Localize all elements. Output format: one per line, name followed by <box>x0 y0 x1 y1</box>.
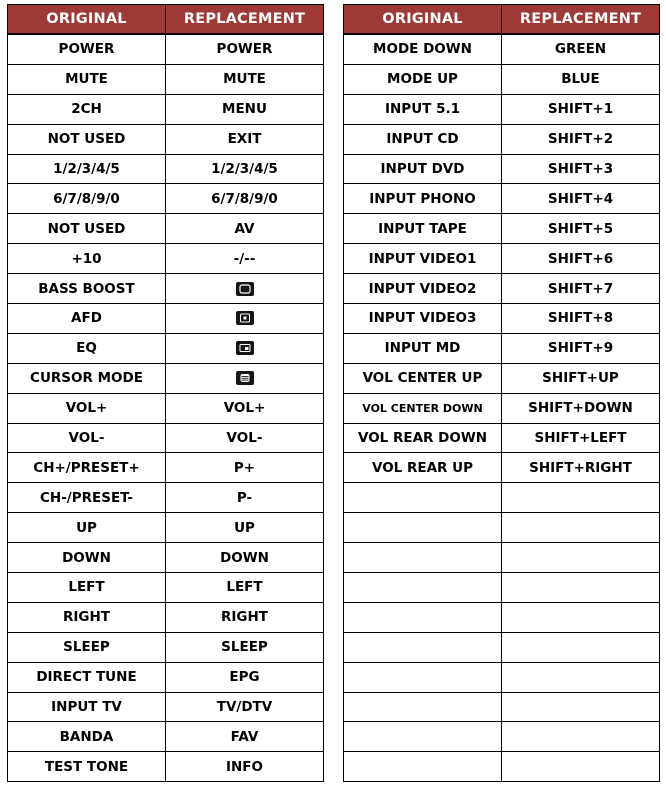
replacement-cell: FAV <box>166 722 324 752</box>
original-cell: RIGHT <box>8 602 166 632</box>
replacement-cell: SHIFT+6 <box>502 244 660 274</box>
table-row <box>8 692 324 722</box>
replacement-cell <box>502 573 660 603</box>
original-cell: SLEEP <box>8 632 166 662</box>
replacement-cell: SHIFT+5 <box>502 214 660 244</box>
replacement-cell <box>502 602 660 632</box>
replacement-cell: BLUE <box>502 64 660 94</box>
original-cell: LEFT <box>8 573 166 603</box>
header-original: ORIGINAL <box>8 5 166 35</box>
original-cell: VOL CENTER DOWN <box>344 393 502 423</box>
original-cell: VOL CENTER UP <box>344 363 502 393</box>
table-row <box>344 333 660 363</box>
replacement-cell: 6/7/8/9/0 <box>166 184 324 214</box>
original-cell: MODE DOWN <box>344 34 502 64</box>
table-row <box>344 64 660 94</box>
replacement-cell: SHIFT+8 <box>502 304 660 334</box>
table-row <box>344 244 660 274</box>
replacement-cell: SHIFT+4 <box>502 184 660 214</box>
original-cell: 1/2/3/4/5 <box>8 154 166 184</box>
original-cell <box>344 513 502 543</box>
replacement-cell: LEFT <box>166 573 324 603</box>
aspect-ratio-icon <box>236 341 254 355</box>
replacement-cell <box>502 632 660 662</box>
original-cell: NOT USED <box>8 124 166 154</box>
table-row <box>8 304 324 334</box>
table-row <box>344 602 660 632</box>
replacement-cell <box>502 662 660 692</box>
replacement-cell: 1/2/3/4/5 <box>166 154 324 184</box>
table-row <box>8 94 324 124</box>
original-cell: DOWN <box>8 543 166 573</box>
original-cell: INPUT CD <box>344 124 502 154</box>
original-cell <box>344 752 502 782</box>
replacement-cell: EPG <box>166 662 324 692</box>
table-row <box>8 363 324 393</box>
replacement-cell <box>502 692 660 722</box>
original-cell: VOL+ <box>8 393 166 423</box>
original-cell <box>344 662 502 692</box>
original-cell <box>344 722 502 752</box>
header-replacement: REPLACEMENT <box>502 5 660 35</box>
table-row <box>8 722 324 752</box>
replacement-cell: SHIFT+3 <box>502 154 660 184</box>
table-row <box>344 453 660 483</box>
table-row <box>8 244 324 274</box>
replacement-cell: SHIFT+UP <box>502 363 660 393</box>
original-cell: MUTE <box>8 64 166 94</box>
table-row <box>344 722 660 752</box>
original-cell: AFD <box>8 304 166 334</box>
header-replacement: REPLACEMENT <box>166 5 324 35</box>
table-row <box>344 124 660 154</box>
table-row <box>8 184 324 214</box>
original-cell: CURSOR MODE <box>8 363 166 393</box>
original-cell: INPUT MD <box>344 333 502 363</box>
header-row <box>344 5 660 35</box>
table-row <box>8 34 324 64</box>
table-row <box>344 543 660 573</box>
table-row <box>344 423 660 453</box>
teletext-icon <box>236 371 254 385</box>
replacement-cell: AV <box>166 214 324 244</box>
table-row <box>8 632 324 662</box>
replacement-cell <box>502 722 660 752</box>
replacement-cell <box>502 543 660 573</box>
replacement-cell: SHIFT+7 <box>502 274 660 304</box>
original-cell <box>344 483 502 513</box>
replacement-cell: SHIFT+DOWN <box>502 393 660 423</box>
table-row <box>344 632 660 662</box>
header-original: ORIGINAL <box>344 5 502 35</box>
replacement-cell: VOL+ <box>166 393 324 423</box>
table-row <box>344 752 660 782</box>
replacement-cell: EXIT <box>166 124 324 154</box>
replacement-cell: -/-- <box>166 244 324 274</box>
original-cell: 6/7/8/9/0 <box>8 184 166 214</box>
replacement-cell: SHIFT+RIGHT <box>502 453 660 483</box>
original-cell: UP <box>8 513 166 543</box>
table-row <box>344 573 660 603</box>
replacement-cell: SHIFT+9 <box>502 333 660 363</box>
original-cell: TEST TONE <box>8 752 166 782</box>
original-cell: EQ <box>8 333 166 363</box>
mapping-table-left <box>7 4 324 782</box>
table-row <box>344 94 660 124</box>
replacement-cell: SHIFT+LEFT <box>502 423 660 453</box>
table-row <box>8 662 324 692</box>
table-row <box>344 184 660 214</box>
picture-in-picture-icon <box>236 311 254 325</box>
original-cell: CH+/PRESET+ <box>8 453 166 483</box>
table-row <box>8 423 324 453</box>
replacement-cell <box>502 483 660 513</box>
tv-screen-icon <box>236 282 254 296</box>
replacement-cell: MENU <box>166 94 324 124</box>
replacement-cell: POWER <box>166 34 324 64</box>
table-row <box>344 513 660 543</box>
table-row <box>344 662 660 692</box>
mapping-table-right <box>343 4 660 782</box>
original-cell: CH-/PRESET- <box>8 483 166 513</box>
replacement-cell <box>166 274 324 304</box>
replacement-cell: DOWN <box>166 543 324 573</box>
original-cell: MODE UP <box>344 64 502 94</box>
table-row <box>8 513 324 543</box>
original-cell: INPUT DVD <box>344 154 502 184</box>
replacement-cell: VOL- <box>166 423 324 453</box>
table-row <box>8 274 324 304</box>
replacement-cell <box>502 752 660 782</box>
original-cell: 2CH <box>8 94 166 124</box>
replacement-cell: SHIFT+2 <box>502 124 660 154</box>
original-cell: INPUT VIDEO1 <box>344 244 502 274</box>
original-cell: +10 <box>8 244 166 274</box>
table-row <box>8 752 324 782</box>
original-cell: INPUT 5.1 <box>344 94 502 124</box>
original-cell: BANDA <box>8 722 166 752</box>
table-row <box>8 602 324 632</box>
table-row <box>8 214 324 244</box>
original-cell: POWER <box>8 34 166 64</box>
table-row <box>8 333 324 363</box>
replacement-cell: P- <box>166 483 324 513</box>
table-row <box>344 34 660 64</box>
original-cell: BASS BOOST <box>8 274 166 304</box>
table-row <box>8 64 324 94</box>
replacement-cell: TV/DTV <box>166 692 324 722</box>
replacement-cell: UP <box>166 513 324 543</box>
original-cell: INPUT VIDEO2 <box>344 274 502 304</box>
replacement-cell <box>502 513 660 543</box>
table-row <box>8 483 324 513</box>
header-row <box>8 5 324 35</box>
table-row <box>344 363 660 393</box>
replacement-cell <box>166 304 324 334</box>
original-cell: VOL- <box>8 423 166 453</box>
table-row <box>344 483 660 513</box>
table-row <box>8 393 324 423</box>
table-row <box>8 543 324 573</box>
table-row <box>344 214 660 244</box>
original-cell: INPUT PHONO <box>344 184 502 214</box>
replacement-cell: SHIFT+1 <box>502 94 660 124</box>
original-cell: VOL REAR DOWN <box>344 423 502 453</box>
original-cell <box>344 632 502 662</box>
table-row <box>344 393 660 423</box>
table-row <box>8 124 324 154</box>
original-cell: VOL REAR UP <box>344 453 502 483</box>
replacement-cell: INFO <box>166 752 324 782</box>
table-row <box>344 274 660 304</box>
original-cell <box>344 543 502 573</box>
replacement-cell: P+ <box>166 453 324 483</box>
original-cell: DIRECT TUNE <box>8 662 166 692</box>
table-row <box>344 154 660 184</box>
replacement-cell: RIGHT <box>166 602 324 632</box>
replacement-cell: GREEN <box>502 34 660 64</box>
original-cell: INPUT TV <box>8 692 166 722</box>
table-row <box>8 453 324 483</box>
replacement-cell <box>166 333 324 363</box>
table-row <box>8 573 324 603</box>
table-row <box>344 304 660 334</box>
original-cell: INPUT VIDEO3 <box>344 304 502 334</box>
original-cell: NOT USED <box>8 214 166 244</box>
replacement-cell <box>166 363 324 393</box>
original-cell <box>344 692 502 722</box>
original-cell: INPUT TAPE <box>344 214 502 244</box>
replacement-cell: SLEEP <box>166 632 324 662</box>
replacement-cell: MUTE <box>166 64 324 94</box>
original-cell <box>344 602 502 632</box>
original-cell <box>344 573 502 603</box>
table-row <box>344 692 660 722</box>
table-row <box>8 154 324 184</box>
